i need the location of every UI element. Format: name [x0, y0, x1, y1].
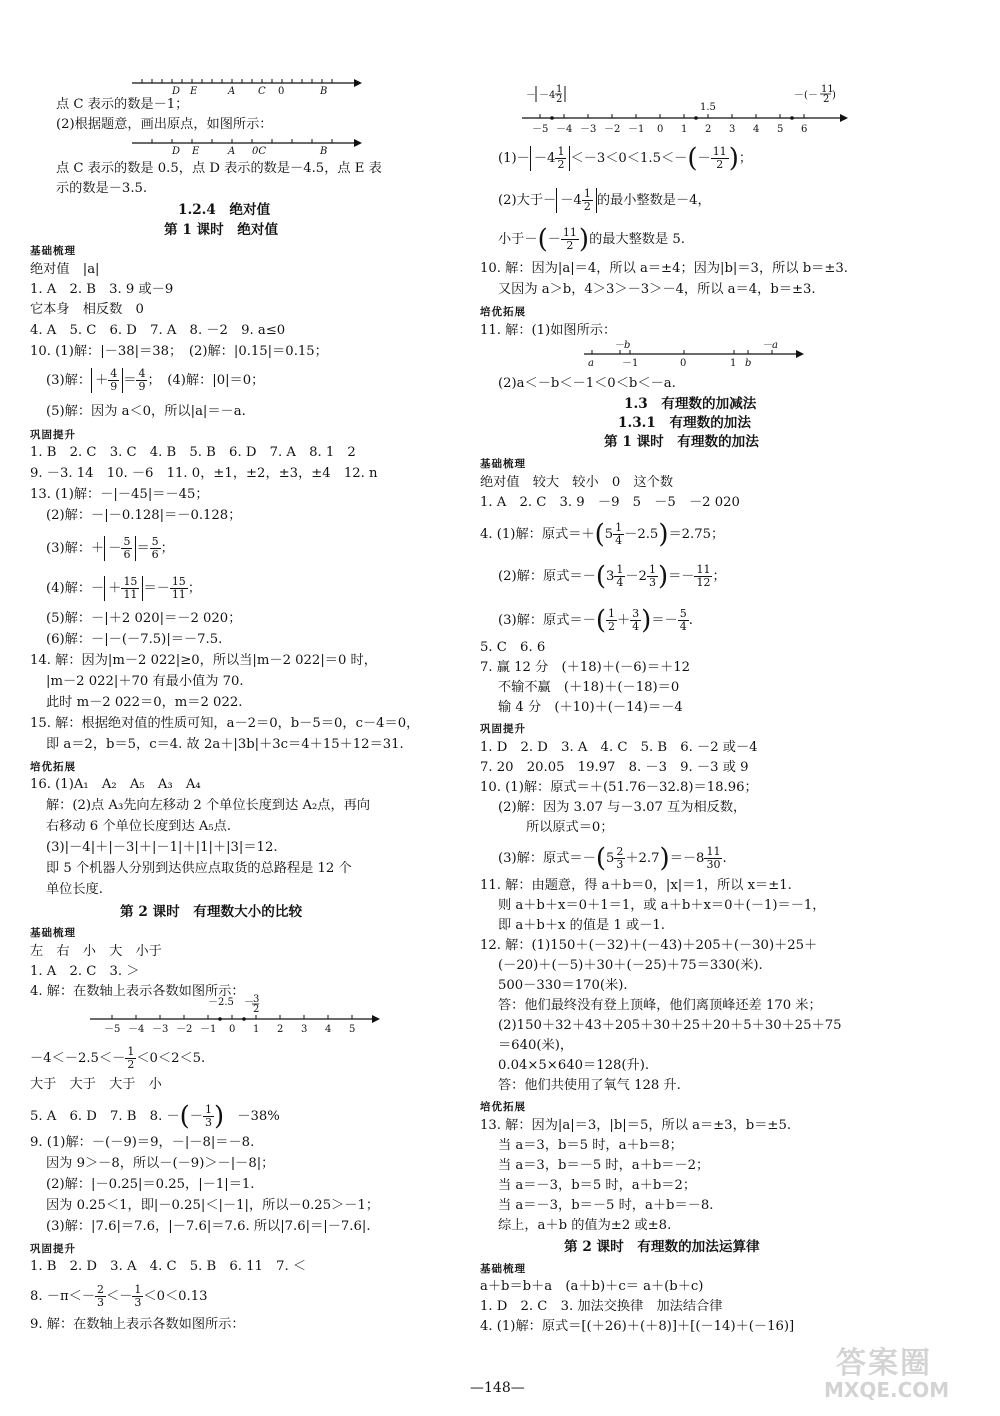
text-line: 4. 解：在数轴上表示各数如图所示： — [30, 984, 245, 999]
text-line: 500－330＝170(米). — [498, 978, 628, 993]
text-line: 即 a＋b＋x 的值是 1 或－1. — [498, 918, 665, 933]
number-line-1 — [132, 74, 362, 96]
section-label: 培优拓展 — [480, 306, 526, 318]
text-line: 当 a＝3，b＝－5 时，a＋b＝－2； — [498, 1158, 710, 1173]
text-line: (－20)＋(－5)＋30＋(－25)＋75＝330(米). — [498, 958, 763, 973]
nl3-tick: 4 — [325, 1024, 332, 1035]
text-line: (2)150＋32＋43＋205＋30＋25＋20＋5＋30＋25＋75 — [498, 1018, 842, 1033]
text-line: 9. －3. 14 10. －6 11. 0，±1，±2，±3，±4 12. n — [30, 466, 378, 481]
nl4-right-label: －(－ — [794, 90, 818, 101]
nl1-label: C — [258, 86, 266, 97]
nl4-tick: 4 — [753, 124, 760, 135]
text-line: 点 C 表示的数是－1； — [56, 97, 189, 112]
nl3-tick: 0 — [229, 1024, 236, 1035]
text-line: 10. (1)解：原式＝＋(51.76－32.8)＝18.96； — [480, 780, 758, 795]
formula-line: 小于－(－ $\frac{11}{2}$ )的最大整数是 5. — [498, 224, 685, 255]
text-line: 12. 解：(1)150＋(－32)＋(－43)＋205＋(－30)＋25＋ — [480, 938, 818, 953]
nl3-tick: －1 — [200, 1024, 217, 1035]
text-line: 绝对值 |a| — [30, 262, 100, 277]
formula-line: (2)大于－ －4 $\frac{1}{2}$ 的最小整数是－4， — [498, 187, 711, 213]
formula-line: 8. －π＜－ $\frac{2}{3}$ ＜－ $\frac{1}{3}$ ＜0＜0.13 — [30, 1283, 208, 1309]
text-line: 即 5 个机器人分别到达供应点取货的总路程是 12 个 — [46, 861, 352, 876]
nl4-tick: 2 — [705, 124, 712, 135]
text-line: (2)根据题意，画出原点，如图所示： — [56, 117, 273, 132]
formula-line: (3)解：原式＝－(5 $\frac{2}{3}$ ＋2.7)＝－8 $\frac{11}{30}$ . — [498, 843, 727, 874]
nl4-tick: 3 — [729, 124, 736, 135]
text-line: 9. 解：在数轴上表示各数如图所示： — [30, 1317, 245, 1332]
text-line: 16. (1)A₁ A₂ A₅ A₃ A₄ — [30, 777, 201, 792]
section-title: 1.2.4 绝对值 — [178, 202, 271, 218]
formula-line: (3)解： ＋ $\frac{4}{9}$ ＝ $\frac{4}{9}$ ； (4)解：|0|＝0； — [46, 367, 265, 393]
nl2-label: 0C — [252, 146, 267, 157]
nl4-tick: －2 — [604, 124, 621, 135]
nl4-mid-label: 1.5 — [700, 102, 716, 113]
text-line: 10. 解：因为|a|＝4，所以 a＝±4；因为|b|＝3，所以 b＝±3. — [480, 261, 848, 276]
text-line: |m－2 022|＋70 有最小值为 70. — [46, 674, 244, 689]
nl5-label: b — [745, 358, 752, 369]
section-label: 巩固提升 — [480, 723, 526, 735]
text-line: (2)解：|－0.25|＝0.25，|－1|＝1. — [46, 1177, 255, 1192]
section-label: 基础梳理 — [30, 245, 76, 257]
text-line: 又因为 a＞b，4＞3＞－3＞－4，所以 a＝4，b＝±3. — [498, 282, 816, 297]
formula-line: (1)－ －4 $\frac{1}{2}$ ＜－3＜0＜1.5＜－(－ $\frac{11}{2}$ )； — [498, 143, 753, 174]
formula-line: 4. (1)解：原式＝＋(5 $\frac{1}{4}$ －2.5)＝2.75； — [480, 519, 725, 550]
nl4-left-minus-4: －4 — [539, 90, 556, 101]
nl1-label: 0 — [278, 86, 285, 97]
nl5-label: －a — [762, 340, 778, 351]
text-line: (5)解：－|＋2 020|＝－2 020； — [46, 611, 242, 626]
text-line: 7. 20 20.05 19.97 8. －3 9. －3 或 9 — [480, 760, 749, 775]
lesson-title: 第 1 课时 绝对值 — [164, 222, 279, 238]
section-title: 1.3.1 有理数的加法 — [618, 415, 751, 431]
nl2-label: D — [172, 146, 181, 157]
nl4-frac-num: 1 — [556, 84, 563, 95]
text-line: (6)解：－|－(－7.5)|＝－7.5. — [46, 632, 223, 647]
nl4-tick: 6 — [801, 124, 808, 135]
text-line: 答：他们共使用了氧气 128 升. — [498, 1078, 681, 1093]
left-column — [22, 0, 502, 1416]
nl3-tick: 2 — [277, 1024, 284, 1035]
text-line: 即 a＝2，b＝5，c＝4. 故 2a＋|3b|＋3c＝4＋15＋12＝31. — [46, 737, 404, 752]
text-line: 15. 解：根据绝对值的性质可知，a－2＝0，b－5＝0，c－4＝0， — [30, 716, 420, 731]
text-line: (2)a＜－b＜－1＜0＜b＜－a. — [498, 376, 676, 391]
section-label: 培优拓展 — [30, 761, 76, 773]
text-line: 1. A 2. B 3. 9 或－9 — [30, 282, 174, 297]
nl1-label: D — [172, 86, 181, 97]
text-line: 当 a＝－3，b＝5 时，a＋b＝2； — [498, 1178, 697, 1193]
formula-line: (4)解：－ ＋ $\frac{15}{11}$ ＝－ $\frac{15}{11}$ ； — [46, 575, 201, 601]
formula-line: (3)解：＋ － $\frac{5}{6}$ ＝ $\frac{5}{6}$ ； — [46, 535, 174, 561]
text-line: 它本身 相反数 0 — [30, 302, 144, 317]
nl4-tick: －5 — [532, 124, 549, 135]
text-line: 不输不赢 (＋18)＋(－18)＝0 — [498, 680, 680, 695]
text-line: (3)解：|7.6|＝7.6，|－7.6|＝7.6. 所以|7.6|＝|－7.6|. — [46, 1219, 371, 1234]
text-line: 1. A 2. C 3. ＞ — [30, 964, 140, 979]
nl4-tick: 5 — [777, 124, 784, 135]
text-line: 点 C 表示的数是 0.5，点 D 表示的数是－4.5，点 E 表 — [56, 161, 382, 176]
number-line-4 — [522, 80, 852, 138]
section-label: 巩固提升 — [30, 429, 76, 441]
text-line: 14. 解：因为|m－2 022|≥0，所以当|m－2 022|＝0 时， — [30, 653, 377, 668]
text-line: 11. 解：由题意，得 a＋b＝0，|x|＝1，所以 x＝±1. — [480, 878, 792, 893]
text-line: 1. B 2. C 3. C 4. B 5. B 6. D 7. A 8. 1 2 — [30, 445, 356, 460]
text-line: 4. (1)解：原式＝[(＋26)＋(＋8)]＋[(－14)＋(－16)] — [480, 1319, 795, 1334]
nl5-label: 1 — [730, 358, 737, 369]
nl5-label: a — [588, 358, 594, 369]
text-line: (2)解：－|－0.128|＝－0.128； — [46, 508, 242, 523]
nl2-label: E — [192, 146, 200, 157]
nl4-frac-den-2: 2 — [823, 94, 830, 105]
text-line: 5. C 6. 6 — [480, 640, 546, 655]
nl5-label: 0 — [680, 358, 687, 369]
text-line: 1. D 2. D 3. A 4. C 5. B 6. －2 或－4 — [480, 740, 758, 755]
nl3-tick: －3 — [152, 1024, 169, 1035]
text-line: 大于 大于 大于 小 — [30, 1077, 162, 1092]
text-line: 单位长度. — [46, 882, 103, 897]
text-line: 答：他们最终没有登上顶峰，他们离顶峰还差 170 米； — [498, 998, 822, 1013]
formula-line: －4＜－2.5＜－ $\frac{1}{2}$ ＜0＜2＜5. — [30, 1045, 206, 1071]
text-line: 输 4 分 (＋10)＋(－14)＝－4 — [498, 700, 683, 715]
text-line: 当 a＝－3，b＝－5 时，a＋b＝－8. — [498, 1198, 714, 1213]
formula-line: 5. A 6. D 7. B 8. －(－ $\frac{1}{3}$ ) －38% — [30, 1101, 280, 1132]
text-line: 综上，a＋b 的值为±2 或±8. — [498, 1218, 672, 1233]
nl5-label: －1 — [622, 358, 639, 369]
nl1-label: E — [190, 86, 198, 97]
formula-line: (3)解：原式＝－( $\frac{1}{2}$ ＋ $\frac{3}{4}$ )＝－ $\frac{5}{4}$ . — [498, 605, 693, 636]
nl5-label: －b — [614, 340, 631, 351]
formula-line: (2)解：原式＝－(3 $\frac{1}{4}$ －2 $\frac{1}{3}$ )＝－ $\frac{11}{12}$ ； — [498, 561, 726, 592]
nl3-minus-2-5: －2.5 — [208, 997, 234, 1008]
nl4-left-minus: － — [526, 90, 536, 101]
text-line: 解：(2)点 A₃先向左移动 2 个单位长度到达 A₂点，再向 — [46, 798, 371, 813]
section-label: 巩固提升 — [30, 1243, 76, 1255]
text-line: 此时 m－2 022＝0，m＝2 022. — [46, 695, 243, 710]
text-line: 1. D 2. C 3. 加法交换律 加法结合律 — [480, 1299, 723, 1314]
lesson-title: 第 1 课时 有理数的加法 — [604, 434, 759, 450]
text-line: 右移动 6 个单位长度到达 A₅点. — [46, 819, 232, 834]
lesson-title: 第 2 课时 有理数大小的比较 — [120, 904, 303, 920]
text-line: 当 a＝3，b＝5 时，a＋b＝8； — [498, 1138, 683, 1153]
text-line: 左 右 小 大 小于 — [30, 944, 162, 959]
text-line: 9. (1)解：－(－9)＝9，－|－8|＝－8. — [30, 1135, 255, 1150]
section-title: 1.3 有理数的加减法 — [624, 396, 757, 412]
nl4-tick: －1 — [628, 124, 645, 135]
nl3-tick: 1 — [253, 1024, 260, 1035]
text-line: 4. A 5. C 6. D 7. A 8. －2 9. a≤0 — [30, 323, 286, 338]
lesson-title: 第 2 课时 有理数的加法运算律 — [564, 1239, 760, 1255]
nl3-tick: －4 — [128, 1024, 145, 1035]
nl2-label: B — [320, 146, 328, 157]
text-line: 因为 9＞－8，所以－(－9)＞－|－8|； — [46, 1156, 275, 1171]
nl3-frac-num: 3 — [253, 994, 260, 1005]
section-label: 基础梳理 — [480, 458, 526, 470]
nl1-label: B — [320, 86, 328, 97]
watermark-text: 答案圈 — [836, 1346, 932, 1381]
page-number: —148— — [470, 1380, 525, 1396]
watermark-url: MXQE.COM — [824, 1378, 950, 1402]
text-line: 10. (1)解：|－38|＝38； (2)解：|0.15|＝0.15； — [30, 344, 328, 359]
nl4-frac-num-11: 11 — [821, 84, 834, 95]
text-line: (5)解：因为 a＜0，所以|a|＝－a. — [46, 404, 246, 419]
text-line: (2)解：因为 3.07 与－3.07 互为相反数， — [498, 800, 747, 815]
nl3-frac-den: 2 — [253, 1004, 260, 1015]
text-line: 1. A 2. C 3. 9 －9 5 －5 －2 020 — [480, 495, 740, 510]
nl2-label: A — [228, 146, 236, 157]
text-line: 11. 解：(1)如图所示： — [480, 323, 617, 338]
nl3-tick: 5 — [349, 1024, 356, 1035]
text-line: a＋b＝b＋a (a＋b)＋c＝ a＋(b＋c) — [480, 1279, 704, 1294]
section-label: 培优拓展 — [480, 1101, 526, 1113]
section-label: 基础梳理 — [30, 927, 76, 939]
nl3-tick: －2 — [176, 1024, 193, 1035]
nl4-tick: －3 — [580, 124, 597, 135]
text-line: 7. 赢 12 分 (＋18)＋(－6)＝＋12 — [480, 660, 690, 675]
right-column — [476, 0, 976, 1416]
nl4-close-paren: ) — [832, 90, 836, 101]
number-line-5 — [584, 338, 804, 372]
text-line: 则 a＋b＋x＝0＋1＝1，或 a＋b＋x＝0＋(－1)＝－1， — [498, 898, 826, 913]
text-line: 13. 解：因为|a|＝3，|b|＝5，所以 a＝±3，b＝±5. — [480, 1118, 792, 1133]
nl4-frac-den: 2 — [556, 94, 563, 105]
text-line: (3)|－4|＋|－3|＋|－1|＋|1|＋|3|＝12. — [46, 840, 278, 855]
nl1-label: A — [228, 86, 236, 97]
text-line: 0.04×5×640＝128(升). — [498, 1058, 650, 1073]
text-line: 绝对值 较大 较小 0 这个数 — [480, 475, 674, 490]
text-line: 示的数是－3.5. — [56, 181, 148, 196]
watermark-logo — [822, 1338, 982, 1402]
nl4-tick: 0 — [657, 124, 664, 135]
nl4-tick: 1 — [681, 124, 688, 135]
text-line: 因为 0.25＜1，即|－0.25|＜|－1|，所以－0.25＞－1； — [46, 1198, 380, 1213]
nl4-tick: －4 — [556, 124, 573, 135]
text-line: 1. B 2. D 3. A 4. C 5. B 6. 11 7. ＜ — [30, 1259, 307, 1274]
number-line-3 — [90, 994, 380, 1038]
section-label: 基础梳理 — [480, 1263, 526, 1275]
text-line: 13. (1)解：－|－45|＝－45； — [30, 487, 209, 502]
number-line-2 — [132, 134, 362, 156]
nl3-minus-sign: － — [244, 997, 254, 1008]
text-line: 所以原式＝0； — [526, 820, 614, 835]
nl3-tick: 3 — [301, 1024, 308, 1035]
nl3-tick: －5 — [104, 1024, 121, 1035]
text-line: ＝640(米)， — [498, 1038, 574, 1053]
